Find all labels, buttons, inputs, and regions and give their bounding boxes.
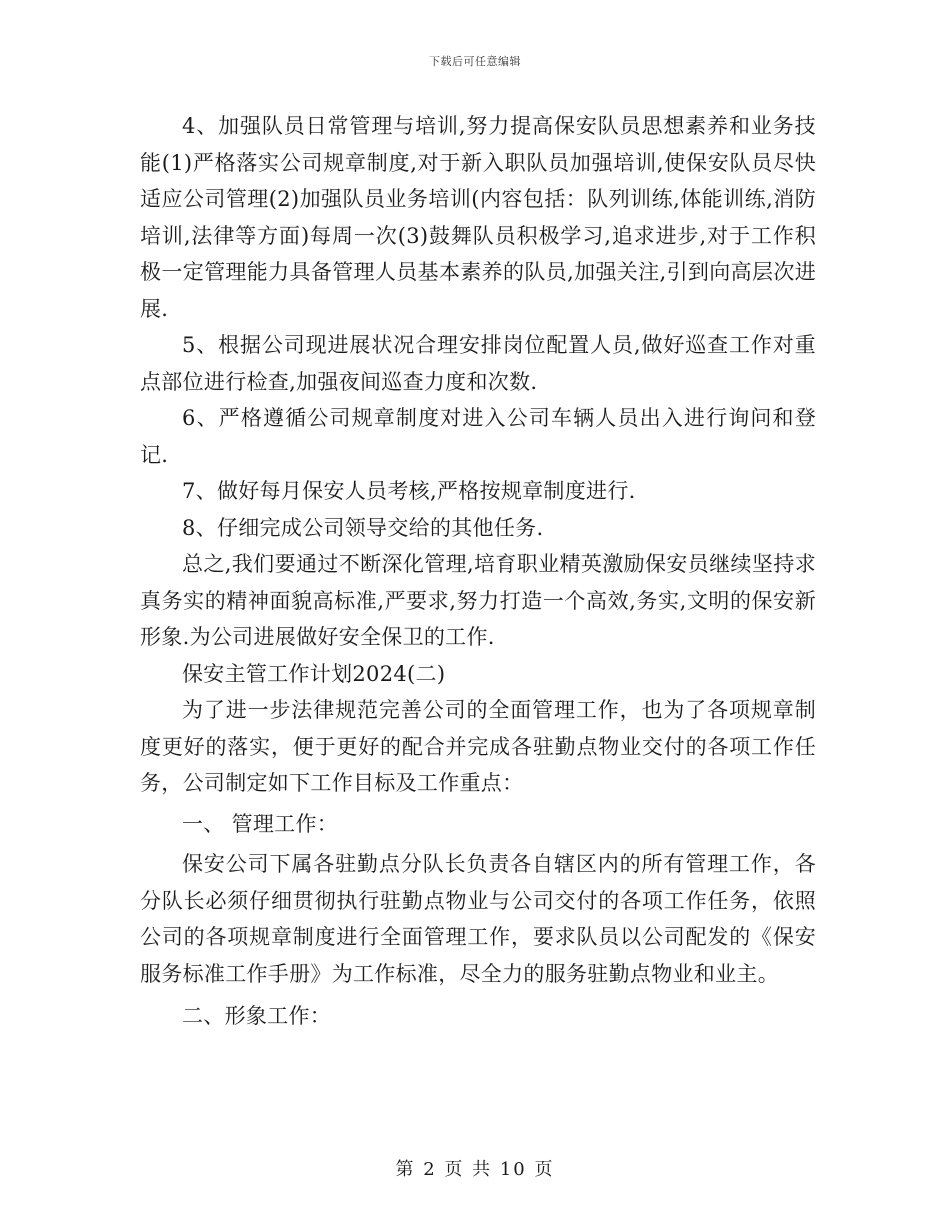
page-number-footer: 第 2 页 共 10 页 <box>395 1159 555 1180</box>
paragraph-management: 保安公司下属各驻勤点分队长负责各自辖区内的所有管理工作，各分队长必须仔细贯彻执行驻勤点物业与公司交付的各项工作任务，依照公司的各项规章制度进行全面管理工作，要求队员以公司配发的《保安服务标准工作手册》为工作标准，尽全力的服务驻勤点物业和业主。 <box>140 852 816 986</box>
page-header-note: 下载后可任意编辑 <box>429 55 521 68</box>
paragraph-intro: 为了进一步法律规范完善公司的全面管理工作，也为了各项规章制度更好的落实，便于更好的配合并完成各驻勤点物业交付的各项工作任务，公司制定如下工作目标及工作重点： <box>140 698 816 795</box>
paragraph-item-6: 6、严格遵循公司规章制度对进入公司车辆人员出入进行询问和登记. <box>140 406 816 467</box>
heading-management: 一、 管理工作： <box>182 811 339 836</box>
heading-image: 二、形象工作： <box>182 1004 332 1028</box>
paragraph-item-5: 5、根据公司现进展状况合理安排岗位配置人员,做好巡查工作对重点部位进行检查,加强夜间巡查力度和次数. <box>140 333 816 394</box>
paragraph-summary: 总之,我们要通过不断深化管理,培育职业精英激励保安员继续坚持求真务实的精神面貌高标准,严要求,努力打造一个高效,务实,文明的保安新形象.为公司进展做好安全保卫的工作. <box>140 552 816 649</box>
paragraph-item-7: 7、做好每月保安人员考核,严格按规章制度进行. <box>182 479 636 503</box>
document-body <box>140 108 816 1035</box>
paragraph-item-8: 8、仔细完成公司领导交给的其他任务. <box>182 515 544 540</box>
paragraph-item-4: 4、加强队员日常管理与培训,努力提高保安队员思想素养和业务技能(1)严格落实公司规章制度,对于新入职队员加强培训,使保安队员尽快适应公司管理(2)加强队员业务培训(内容包括：队列训练,体能训练,消防培训,法律等方面)每周一次(3)鼓舞队员积极学习,追求进步,对于工作积极一定管理能力具备管理人员基本素养的队员,加强关注,引到向高层次进展. <box>140 114 816 321</box>
section-title: 保安主管工作计划2024(二) <box>182 661 446 686</box>
